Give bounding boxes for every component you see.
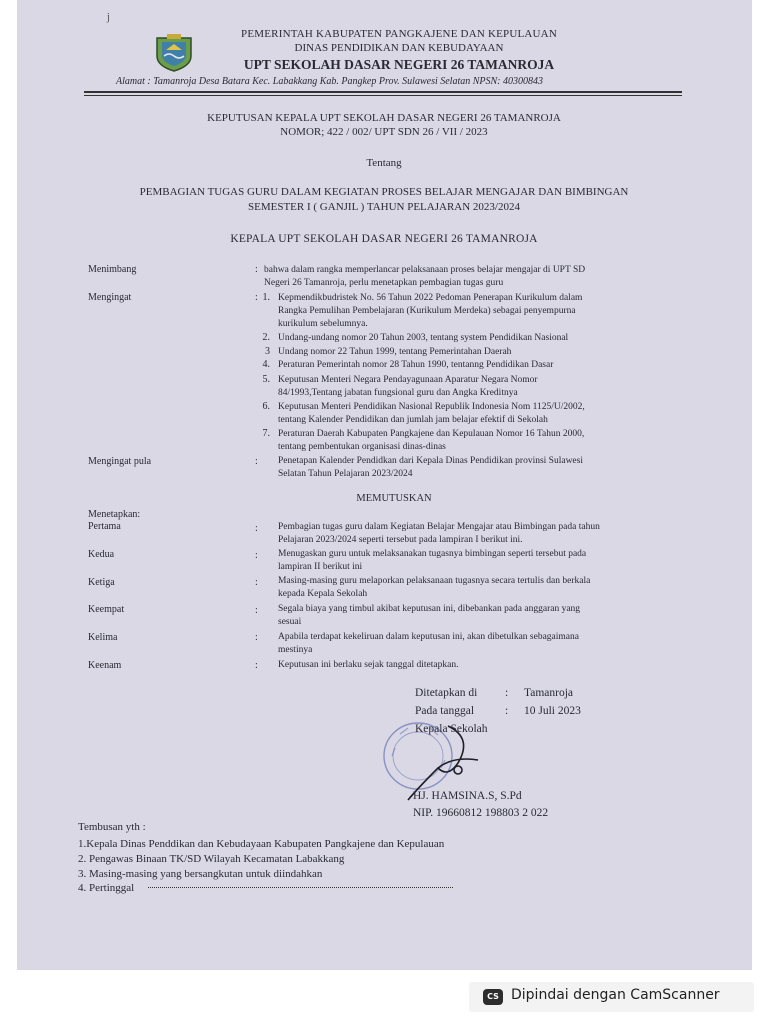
mengingat-pula-line: Selatan Tahun Pelajaran 2023/2024 [278,469,413,479]
decision-line: Menugaskan guru untuk melaksanakan tugasnya bimbingan seperti tersebut pada [278,549,587,559]
decision-label: Pertama [88,521,121,532]
header-address: Alamat : Tamanroja Desa Batara Kec. Labakkang Kab. Pangkep Prov. Sulawesi Selatan NPSN: 40300843 [116,76,544,87]
decision-line: Apabila terdapat kekeliruan dalam keputusan ini, akan dibetulkan sebagaimana [278,632,579,642]
decision-label: Keempat [88,604,125,615]
mengingat-number: 4. [262,359,270,370]
camscanner-icon: CS [483,989,503,1005]
signature-role: Kepala Sekolah [415,723,488,735]
decision-colon: : [255,605,258,616]
decision-line: mestinya [278,645,313,655]
mengingat-line: Keputusan Menteri Negara Pendayagunaan Aparatur Negara Nomor [278,375,538,385]
menimbang-line: Negeri 26 Tamanroja, perlu menetapkan pembagian tugas guru [264,278,504,288]
menimbang-line: bahwa dalam rangka memperlancar pelaksanaan proses belajar mengajar di UPT SD [264,265,586,275]
header-divider-thick [84,91,682,93]
decision-line: Pembagian tugas guru dalam Kegiatan Belajar Mengajar atau Bimbingan pada tahun [278,522,600,532]
decision-line: Segala biaya yang timbul akibat keputusan ini, dibebankan pada anggaran yang [278,604,581,614]
decision-colon: : [255,577,258,588]
memutuskan-heading: MEMUTUSKAN [356,493,432,504]
signature-date: 10 Juli 2023 [524,705,581,717]
signature-place-colon: : [505,687,509,699]
tembusan-item: 3. Masing-masing yang bersangkutan untuk diindahkan [78,868,323,880]
signature-place-label: Ditetapkan di [415,687,478,699]
menetapkan-label: Menetapkan: [88,509,141,520]
mengingat-number: 3 [265,346,270,357]
header-office: DINAS PENDIDIKAN DAN KEBUDAYAAN [294,42,504,54]
decision-label: Kelima [88,632,118,643]
mengingat-pula-colon: : [255,456,258,467]
tembusan-title: Tembusan yth : [78,821,146,833]
scan-mark: j [107,12,110,23]
decision-label: Ketiga [88,577,115,588]
mengingat-number: 5. [262,374,270,385]
mengingat-number: 6. [262,401,270,412]
mengingat-line: Peraturan Daerah Kabupaten Pangkajene dan Kepulauan Nomor 16 Tahun 2000, [278,429,585,439]
decision-line: lampiran II berikut ini [278,562,363,572]
decree-subject-line2: SEMESTER I ( GANJIL ) TAHUN PELAJARAN 2023/2024 [248,201,520,213]
mengingat-line: Undang nomor 22 Tahun 1999, tentang Pemerintahan Daerah [278,347,512,357]
signature-date-label: Pada tanggal [415,705,475,717]
mengingat-colon: : [255,292,258,303]
decision-line: Keputusan ini berlaku sejak tanggal ditetapkan. [278,660,459,670]
decision-colon: : [255,660,258,671]
mengingat-line: Peraturan Pemerintah nomor 28 Tahun 1990, tentanng Pendidikan Dasar [278,360,554,370]
tembusan-item: 1.Kepala Dinas Penddikan dan Kebudayaan Kabupaten Pangkajene dan Kepulauan [78,838,445,850]
decree-title: KEPUTUSAN KEPALA UPT SEKOLAH DASAR NEGERI 26 TAMANROJA [207,112,561,124]
decision-line: kepada Kepala Sekolah [278,589,368,599]
mengingat-line: Undang-undang nomor 20 Tahun 2003, tentang system Pendidikan Nasional [278,333,569,343]
mengingat-line: Kepmendikbudristek No. 56 Tahun 2022 Pedoman Penerapan Kurikulum dalam [278,293,583,303]
decision-colon: : [255,632,258,643]
header-school: UPT SEKOLAH DASAR NEGERI 26 TAMANROJA [243,57,555,72]
decision-line: Pelajaran 2023/2024 seperti tersebut pada lampiran I berikut ini. [278,535,523,545]
decision-colon: : [255,550,258,561]
pertinggal-dotted-line [148,887,453,888]
decree-number: NOMOR; 422 / 002/ UPT SDN 26 / VII / 2023 [280,126,488,138]
decision-colon: : [255,523,258,534]
mengingat-number: 1. [262,292,270,303]
mengingat-line: Rangka Pemulihan Pembelajaran (Kurikulum Merdeka) sebagai penyempurna [278,306,576,316]
decision-line: sesuai [278,617,302,627]
header-divider-thin [84,95,682,96]
mengingat-line: 84/1993,Tentang jabatan fungsional guru dan Angka Kreditnya [278,388,518,398]
mengingat-number: 2. [262,332,270,343]
camscanner-text: Dipindai dengan CamScanner [511,987,720,1003]
menimbang-colon: : [255,264,258,275]
tembusan-item: 4. Pertinggal [78,882,135,894]
decree-head: KEPALA UPT SEKOLAH DASAR NEGERI 26 TAMANROJA [230,233,538,245]
signatory-name: HJ. HAMSINA.S, S.Pd [413,790,522,802]
signatory-nip: NIP. 19660812 198803 2 022 [413,807,549,819]
signature-date-colon: : [505,705,509,717]
menimbang-label: Menimbang [88,264,137,275]
decree-subject-line1: PEMBAGIAN TUGAS GURU DALAM KEGIATAN PROSES BELAJAR MENGAJAR DAN BIMBINGAN [139,186,629,198]
mengingat-line: Keputusan Menteri Pendidikan Nasional Republik Indonesia Nom 1125/U/2002, [278,402,585,412]
tembusan-item: 2. Pengawas Binaan TK/SD Wilayah Kecamatan Labakkang [78,853,345,865]
decision-label: Kedua [88,549,115,560]
decision-line: Masing-masing guru melaporkan pelaksanaan tugasnya secara tertulis dan berkala [278,576,591,586]
signature-place: Tamanroja [524,687,574,699]
mengingat-line: kurikulum sebelumnya. [278,319,368,329]
mengingat-line: tentang pembentukan organisasi dinas-dinas [278,442,446,452]
mengingat-line: tentang Kalender Pendidikan dan jumlah jam belajar efektif di Sekolah [278,415,548,425]
mengingat-number: 7. [262,428,270,439]
header-government: PEMERINTAH KABUPATEN PANGKAJENE DAN KEPULAUAN [241,28,557,40]
mengingat-pula-label: Mengingat pula [88,456,152,467]
decision-label: Keenam [88,660,122,671]
mengingat-pula-line: Penetapan Kalender Pendidkan dari Kepala Dinas Pendidikan provinsi Sulawesi [278,456,583,466]
tentang-label: Tentang [366,157,402,169]
mengingat-label: Mengingat [88,292,132,303]
